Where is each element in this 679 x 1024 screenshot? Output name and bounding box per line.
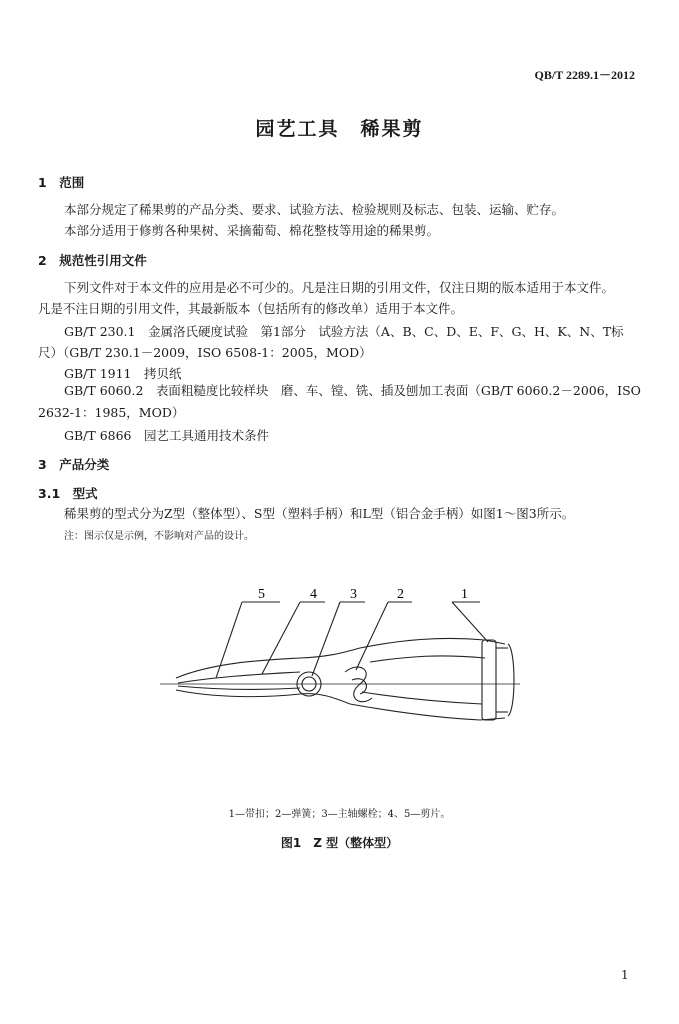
section-2-intro-line-1: 下列文件对于本文件的应用是必不可少的。凡是注日期的引用文件，仅注日期的版本适用于本文件。 — [64, 280, 615, 295]
reference-gbt-6866: GB/T 6866 园艺工具通用技术条件 — [64, 428, 270, 443]
section-3-heading: 3 产品分类 — [38, 457, 110, 472]
section-3-1-paragraph: 稀果剪的型式分为Z型（整体型）、S型（塑料手柄）和L型（铝合金手柄）如图1～图3所示。 — [64, 506, 575, 521]
section-1-paragraph-1: 本部分规定了稀果剪的产品分类、要求、试验方法、检验规则及标志、包装、运输、贮存。 — [64, 202, 565, 217]
reference-gbt-1911: GB/T 1911 拷贝纸 — [64, 366, 182, 381]
section-1-paragraph-2: 本部分适用于修剪各种果树、采摘葡萄、棉花整枝等用途的稀果剪。 — [64, 223, 440, 238]
reference-gbt-230-1-line-2: 尺）（GB/T 230.1－2009，ISO 6508-1：2005，MOD） — [38, 345, 372, 360]
callout-label-4: 4 — [310, 587, 317, 602]
z-type-pruner-figure — [0, 580, 679, 760]
section-3-1-note: 注：图示仅是示例，不影响对产品的设计。 — [64, 531, 254, 542]
standard-code: QB/T 2289.1－2012 — [534, 68, 635, 82]
callout-label-3: 3 — [350, 587, 357, 602]
reference-gbt-6060-2-line-1: GB/T 6060.2 表面粗糙度比较样块 磨、车、镗、铣、插及刨加工表面（GB/T 6060.2－2006，ISO — [64, 383, 641, 398]
section-2-intro-line-2: 凡是不注日期的引用文件，其最新版本（包括所有的修改单）适用于本文件。 — [38, 301, 464, 316]
figure-legend: 1—带扣；2—弹簧；3—主轴螺栓；4、5—剪片。 — [228, 809, 451, 820]
section-3-1-heading: 3.1 型式 — [38, 486, 98, 501]
reference-gbt-6060-2-line-2: 2632-1：1985，MOD） — [38, 405, 185, 420]
figure-title: 图1 Z 型（整体型） — [280, 836, 399, 850]
document-title: 园艺工具 稀果剪 — [255, 118, 424, 140]
section-1-heading: 1 范围 — [38, 175, 85, 190]
section-2-heading: 2 规范性引用文件 — [38, 253, 147, 268]
callout-label-2: 2 — [397, 587, 404, 602]
callout-label-1: 1 — [461, 587, 468, 602]
reference-gbt-230-1-line-1: GB/T 230.1 金属洛氏硬度试验 第1部分 试验方法（A、B、C、D、E、F、G、H、K、N、T标 — [64, 324, 624, 339]
callout-label-5: 5 — [258, 587, 265, 602]
page-number: 1 — [621, 968, 629, 982]
